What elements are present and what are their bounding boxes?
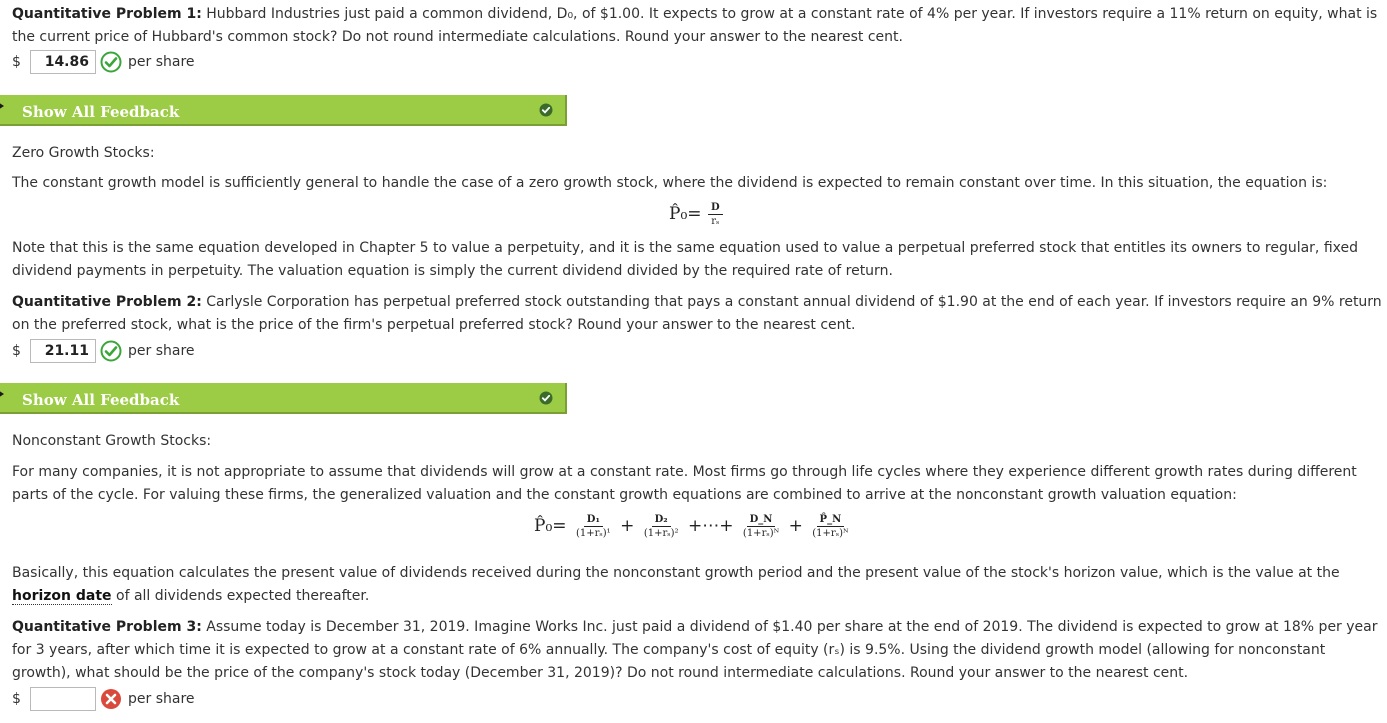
zero-growth-equation bbox=[669, 202, 725, 228]
equation-lhs: P̂₀= bbox=[669, 204, 702, 224]
nonconstant-title: Nonconstant Growth Stocks: bbox=[12, 433, 212, 449]
ellipsis-sign: +⋯+ bbox=[687, 516, 734, 536]
feedback-label: Show All Feedback bbox=[22, 103, 180, 121]
plus-sign: + bbox=[620, 516, 635, 536]
problem1-answer-row bbox=[12, 47, 195, 77]
problem2-heading: Quantitative Problem 2: bbox=[12, 294, 202, 310]
zero-growth-note: Note that this is the same equation developed in Chapter 5 to value a perpetuity, and it is the same equation used to value a perpetual preferred stock that entitles its owners to regular, fixed dividend payments in perpetuity. The valuation equation is simply the current dividend divided by the required rate of return. bbox=[12, 240, 1358, 279]
term3-fraction bbox=[740, 514, 782, 540]
currency-symbol: $ bbox=[12, 54, 21, 70]
correct-check-icon bbox=[100, 340, 122, 362]
expand-triangle-icon bbox=[0, 102, 4, 110]
term1-numerator: D₁ bbox=[584, 514, 603, 527]
problem1-body: Hubbard Industries just paid a common dividend, D₀, of $1.00. It expects to grow at a constant rate of 4% per year. If investors require a 11% return on equity, what is the current price of Hubbard's common stock? Do not round intermediate calculations. Round your answer to the nearest cent. bbox=[12, 6, 1378, 45]
unit-label: per share bbox=[128, 343, 195, 359]
problem3-text bbox=[12, 616, 1382, 685]
term4-fraction bbox=[809, 514, 851, 540]
problem2-answer-input[interactable]: 21.11 bbox=[30, 339, 96, 363]
explanation-text: Basically, this equation calculates the present value of dividends received during the nonconstant growth period and the present value of the stock's horizon value, which is the value at the bbox=[12, 565, 1340, 581]
problem1-text bbox=[12, 3, 1382, 49]
incorrect-x-icon bbox=[100, 688, 122, 710]
problem3-answer-input[interactable] bbox=[30, 687, 96, 711]
equation-lhs: P̂₀= bbox=[534, 516, 567, 536]
equation-fraction bbox=[708, 202, 723, 228]
feedback-check-icon bbox=[539, 103, 553, 117]
problem3-body: Assume today is December 31, 2019. Imagine Works Inc. just paid a dividend of $1.40 per share at the end of 2019. The dividend is expected to grow at 18% per year for 3 years, after which time it is expected to grow at a constant rate of 6% annually. The company's cost of equity (rₛ) is 9.5%. Using the dividend growth model (allowing for nonconstant growth), what should be the price of the company's stock today (December 31, 2019)? Do not round intermediate calculations. Round your answer to the nearest cent. bbox=[12, 619, 1378, 681]
term3-numerator: D_N bbox=[747, 514, 776, 527]
equation-denominator: rₛ bbox=[711, 216, 720, 227]
currency-symbol: $ bbox=[12, 343, 21, 359]
problem1-heading: Quantitative Problem 1: bbox=[12, 6, 202, 22]
problem3-heading: Quantitative Problem 3: bbox=[12, 619, 202, 635]
correct-check-icon bbox=[100, 51, 122, 73]
horizon-date-glossary-link[interactable]: horizon date bbox=[12, 588, 112, 604]
zero-growth-intro: The constant growth model is sufficiently general to handle the case of a zero growth stock, where the dividend is expected to remain constant over time. In this situation, the equation is: bbox=[12, 175, 1328, 191]
currency-symbol: $ bbox=[12, 691, 21, 707]
nonconstant-equation bbox=[534, 514, 853, 540]
term4-denominator: (1+rₛ)ᴺ bbox=[812, 528, 849, 539]
nonconstant-explanation bbox=[12, 562, 1382, 608]
unit-label: per share bbox=[128, 691, 195, 707]
problem3-answer-row bbox=[12, 684, 195, 714]
show-all-feedback-button[interactable] bbox=[0, 95, 567, 126]
term1-fraction bbox=[573, 514, 614, 540]
feedback-check-icon bbox=[539, 391, 553, 405]
term2-numerator: D₂ bbox=[652, 514, 671, 527]
nonconstant-intro: For many companies, it is not appropriate to assume that dividends will grow at a constant rate. Most firms go through life cycles where they experience different growth rates during different parts of the cycle. For valuing these firms, the generalized valuation and the constant growth equations are combined to arrive at the nonconstant growth valuation equation: bbox=[12, 464, 1357, 503]
term3-denominator: (1+rₛ)ᴺ bbox=[742, 528, 780, 539]
feedback-label: Show All Feedback bbox=[22, 391, 180, 409]
term1-denominator: (1+rₛ)¹ bbox=[575, 528, 611, 539]
expand-triangle-icon bbox=[0, 390, 4, 398]
zero-growth-title: Zero Growth Stocks: bbox=[12, 145, 155, 161]
term2-denominator: (1+rₛ)² bbox=[643, 528, 679, 539]
unit-label: per share bbox=[128, 54, 195, 70]
problem2-answer-row bbox=[12, 336, 195, 366]
show-all-feedback-button[interactable] bbox=[0, 383, 567, 414]
problem2-body: Carlysle Corporation has perpetual preferred stock outstanding that pays a constant annual dividend of $1.90 at the end of each year. If investors require an 9% return on the preferred stock, what is the price of the firm's perpetual preferred stock? Round your answer to the nearest cent. bbox=[12, 294, 1382, 333]
explanation-text-end: of all dividends expected thereafter. bbox=[116, 588, 370, 604]
equation-numerator: D bbox=[708, 202, 723, 215]
plus-sign: + bbox=[788, 516, 803, 536]
term2-fraction bbox=[641, 514, 682, 540]
problem1-answer-input[interactable]: 14.86 bbox=[30, 50, 96, 74]
problem2-text bbox=[12, 291, 1382, 337]
term4-numerator: P̂_N bbox=[817, 514, 845, 527]
